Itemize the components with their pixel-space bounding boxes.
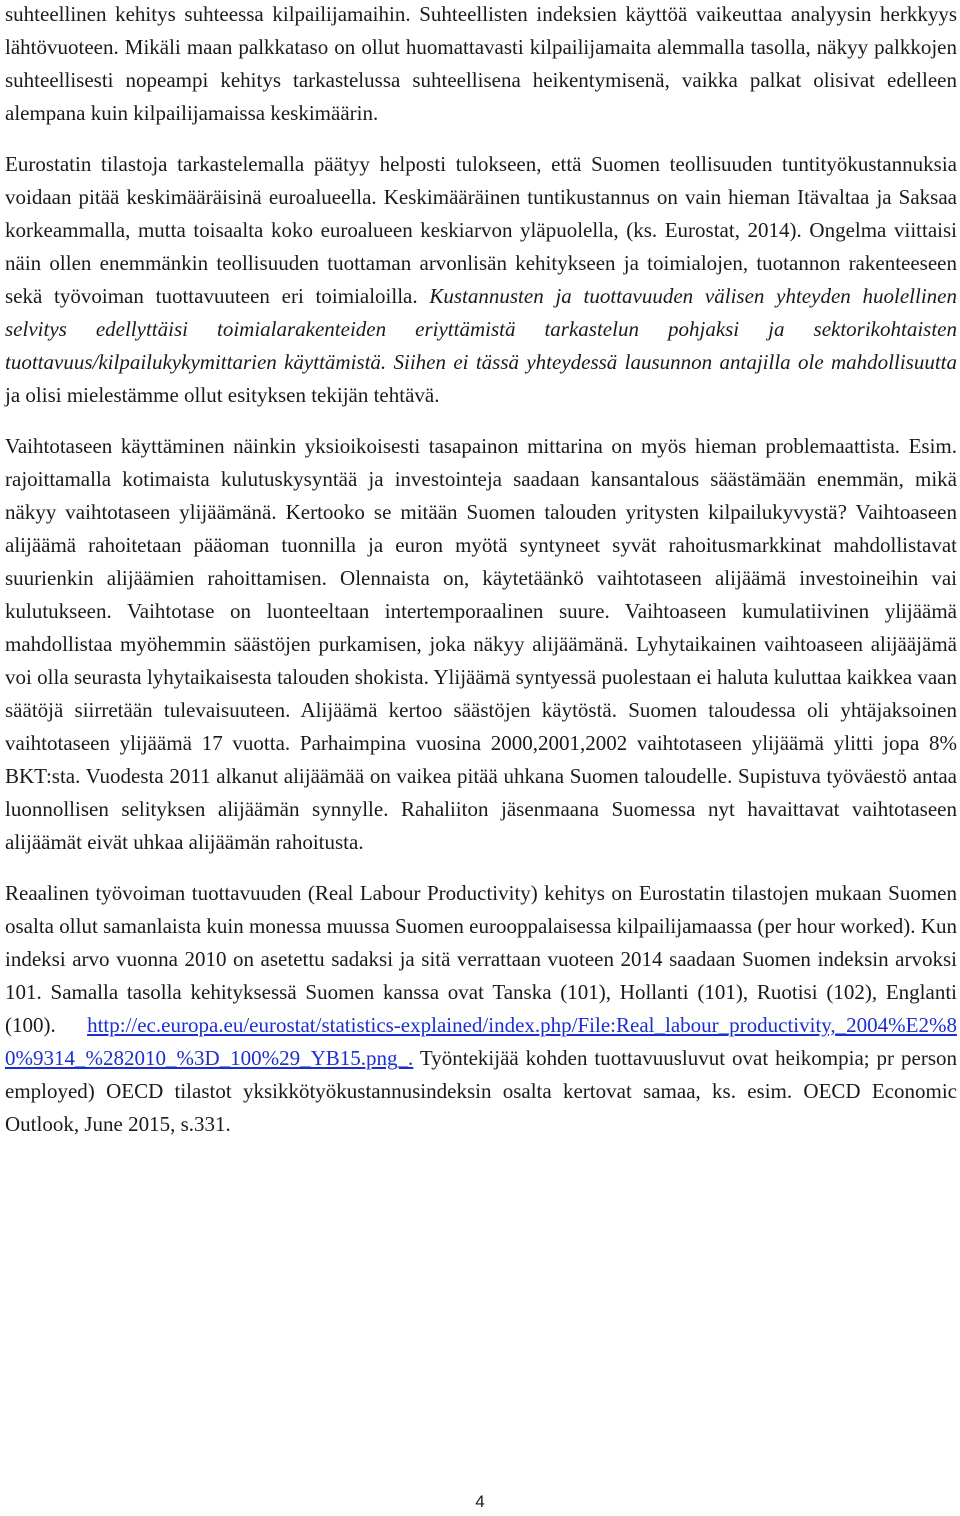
paragraph-relative-index-development (5, 0, 957, 130)
page-number: 4 (475, 1492, 485, 1511)
paragraph-labour-productivity (5, 877, 957, 1141)
paragraph-italic-text: Kustannusten ja tuottavuuden välisen yhteyden huolellinen selvitys edellyttäisi toimialarakenteiden eriyttämistä tarkastelun pohjaksi ja sektorikohtaisten tuottavuus/kilpailukykymittarien käyttämistä. Siihen ei tässä yhteydessä lausunnon antajilla ole mahdollisuutta (5, 284, 957, 374)
paragraph-text: Työntekijää kohden tuottavuusluvut ovat heikompia; pr person employed) OECD tilastot yksikkötyökustannusindeksin osalta kertovat samaa, ks. esim. OECD Economic Outlook, June 2015, s.331. (5, 1046, 957, 1136)
eurostat-productivity-link[interactable]: http://ec.europa.eu/eurostat/statistics-explained/index.php/File:Real_labour_productivity,_2004%E2%80%9314_%282010_%3D_100%29_YB15.png_. (5, 1013, 957, 1070)
paragraph-text: Reaalinen työvoiman tuottavuuden (Real Labour Productivity) kehitys on Eurostatin tilastojen mukaan Suomen osalta ollut samanlaista kuin monessa muussa Suomen eurooppalaisessa kilpailijamaassa (per hour worked). Kun indeksi arvo vuonna 2010 on asetettu sadaksi ja sitä verrattaan vuoteen 2014 saadaan Suomen indeksin arvoksi 101. Samalla tasolla kehityksessä Suomen kanssa ovat Tanska (101), Hollanti (101), Ruotisi (102), Englanti (100). (5, 881, 957, 1037)
paragraph-text: ja olisi mielestämme ollut esityksen tekijän tehtävä. (5, 383, 440, 407)
paragraph-eurostat-labour-costs (5, 148, 957, 412)
paragraph-text: Eurostatin tilastoja tarkastelemalla päätyy helposti tulokseen, että Suomen teollisuuden tuntityökustannuksia voidaan pitää keskimääräisinä euroalueella. Keskimääräinen tuntikustannus on vain hieman Itävaltaa ja Saksaa korkeammalla, mutta toisaalta koko euroalueen keskiarvon yläpuolella, (ks. Eurostat, 2014). Ongelma viittaisi näin ollen enemmänkin teollisuuden tuottaman arvonlisän kehitykseen ja toimialojen, tuotannon rakenteeseen sekä työvoiman tuottavuuteen eri toimialoilla. (5, 152, 957, 308)
paragraph-current-account (5, 430, 957, 859)
paragraph-text: Vaihtotaseen käyttäminen näinkin yksioikoisesti tasapainon mittarina on myös hieman problemaattista. Esim. rajoittamalla kotimaista kulutuskysyntää ja investointeja saadaan kansantalous säästämään enemmän, mikä näkyy vaihtotaseen ylijäämänä. Kertooko se mitään Suomen talouden yritysten kilpailukyvystä? Vaihtoaseen alijäämä rahoitetaan pääoman tuonnilla ja euron myötä syntyneet syvät rahoitusmarkkinat mahdollistavat suurienkin alijäämien rahoittamisen. Olennaista on, käytetäänkö vaihtotaseen alijäämä investoineihin vai kulutukseen. Vaihtotase on luonteeltaan intertemporaalinen suure. Vaihtoaseen kumulatiivinen ylijäämä mahdollistaa myöhemmin säästöjen purkamisen, joka näkyy alijäämänä. Lyhytaikainen vaihtoaseen alijääjämä voi olla seurasta lyhytaikaisesta talouden shokista. Ylijäämä syntyessä puolestaan ei haluta kuluttaa kaikkea vaan säätöjä siirretään tulevaisuuteen. Alijäämä kertoo säästöjen käytöstä. Suomen taloudessa oli yhtäjaksoinen vaihtotaseen ylijäämä 17 vuotta. Parhaimpina vuosina 2000,2001,2002 vaihtotaseen ylijäämä ylitti jopa 8% BKT:sta. Vuodesta 2011 alkanut alijäämää on vaikea pitää uhkana Suomen taloudelle. Supistuva työväestö antaa luonnollisen selityksen alijäämän synnylle. Rahaliiton jäsenmaana Suomessa nyt havaittavat vaihtotaseen alijäämät eivät uhkaa alijäämän rahoitusta. (5, 434, 957, 854)
paragraph-text: suhteellinen kehitys suhteessa kilpailijamaihin. Suhteellisten indeksien käyttöä vaikeuttaa analyysin herkkyys lähtövuoteen. Mikäli maan palkkataso on ollut huomattavasti kilpailijamaita alemmalla tasolla, näkyy palkkojen suhteellisesti nopeampi kehitys tarkastelussa suhteellisena heikentymisenä, vaikka palkat olisivat edelleen alempana kuin kilpailijamaissa keskimäärin. (5, 2, 957, 125)
document-page (5, 0, 957, 1141)
